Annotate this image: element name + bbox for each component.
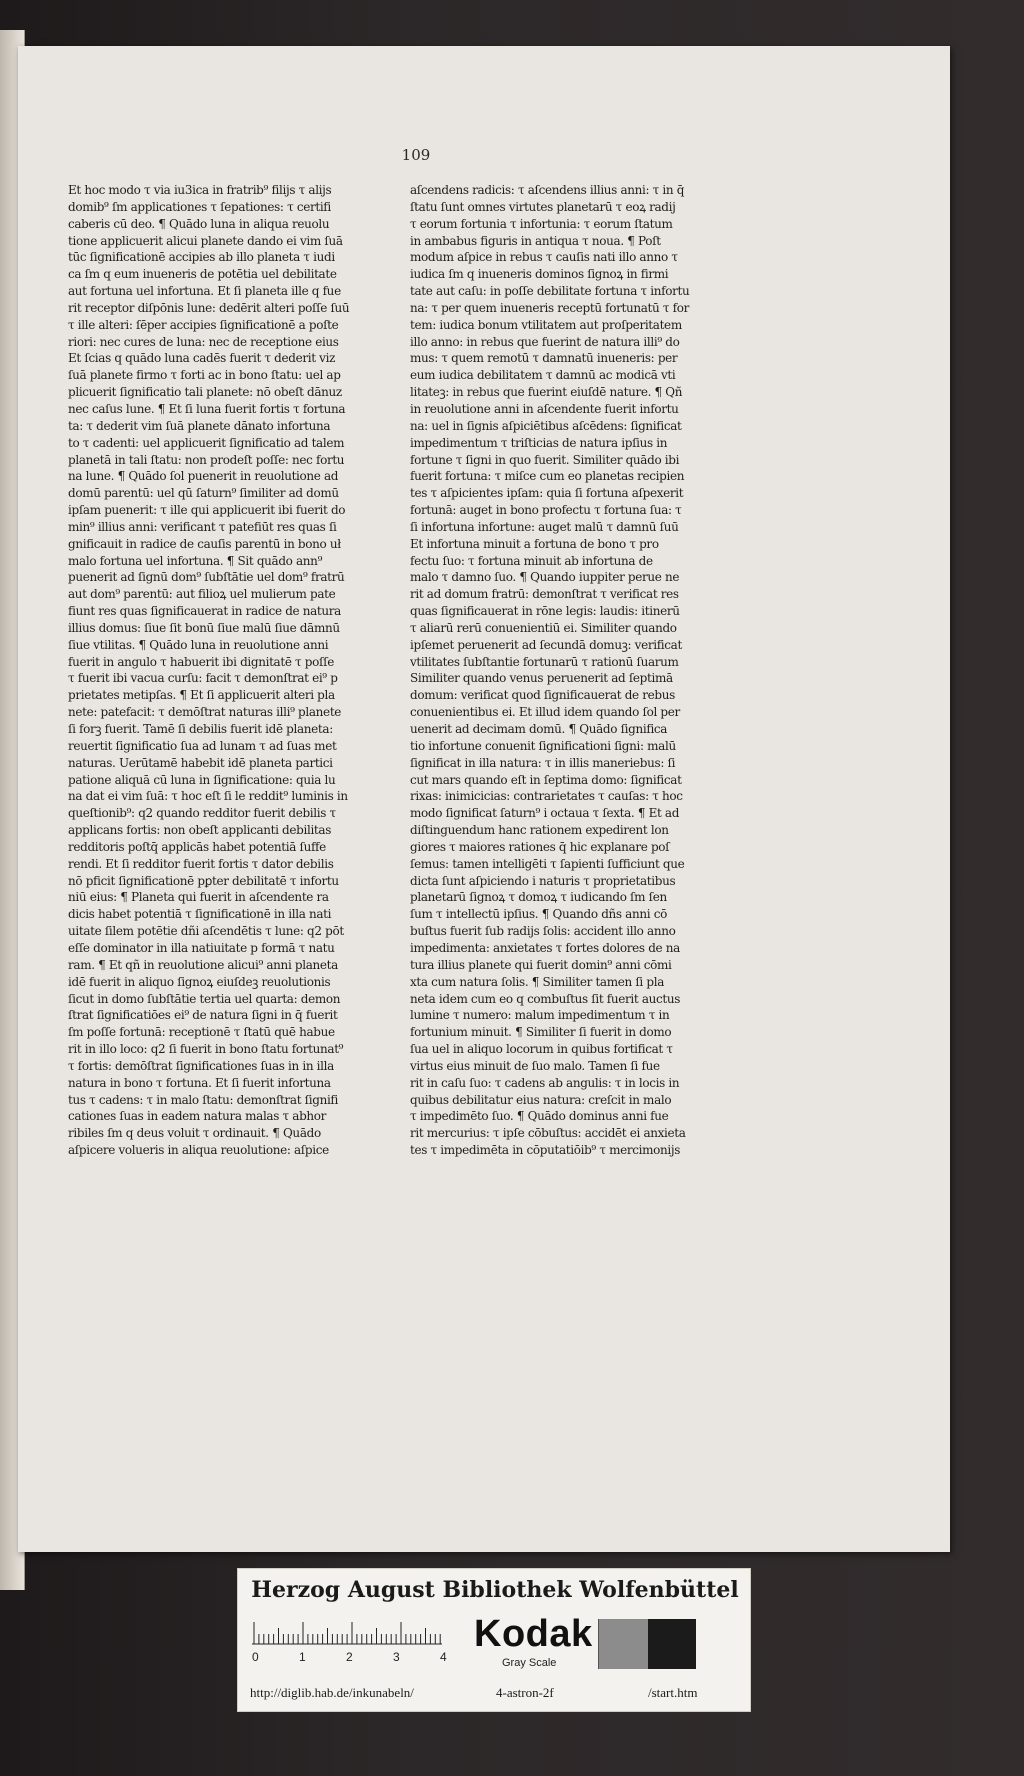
text-line: ſua uel in aliquo locorum in quibus fortificat τ bbox=[410, 1042, 673, 1057]
text-line: mus: τ quem remotū τ damnatū inueneris: per bbox=[410, 351, 678, 366]
text-line: rit mercurius: τ ipſe cōbuſtus: accidēt ei anxieta bbox=[410, 1126, 686, 1141]
text-line: fectu ſuo: τ fortuna minuit ab infortuna de bbox=[410, 553, 653, 568]
text-line: ſi infortuna infortune: auget malū τ damnū ſuū bbox=[410, 519, 679, 534]
text-line: litateꝫ: in rebus que fuerint eiuſdē nature. ¶ Qñ bbox=[410, 385, 683, 400]
text-line: rixas: inimicicias: contrarietates τ cauſas: τ hoc bbox=[410, 789, 683, 804]
text-line: ribiles ſm q deus voluit τ ordinauit. ¶ Quādo bbox=[68, 1126, 321, 1141]
text-line: ſiue vtilitas. ¶ Quādo luna in reuolutione anni bbox=[68, 637, 329, 652]
text-line: buſtus fuerit ſub radijs ſolis: accident illo anno bbox=[410, 924, 676, 939]
text-line: τ ille alteri: ſēper accipies ſignificationē a poſte bbox=[68, 317, 339, 332]
text-line: ta: τ dederit vim ſuā planete dānato infortuna bbox=[68, 418, 331, 433]
text-line: aſpicere volueris in aliqua reuolutione: aſpice bbox=[68, 1143, 329, 1158]
text-line: ipſam puenerit: τ ille qui applicuerit ibi fuerit do bbox=[68, 503, 346, 518]
text-line: giores τ maiores rationes q̄ hic explanare poſ bbox=[410, 839, 670, 854]
text-line: to τ cadenti: uel applicuerit ſignificatio ad talem bbox=[68, 435, 345, 450]
text-line: Et hoc modo τ via iu3ica in fratrib⁹ filijs τ alijs bbox=[68, 183, 332, 197]
text-line: ſemus: tamen intelligēti τ ſapienti ſufficiunt que bbox=[410, 856, 685, 871]
text-line: applicans fortis: non obeſt applicanti debilitas bbox=[68, 823, 332, 838]
ruler-scale bbox=[252, 1619, 442, 1645]
text-line: malo τ damno ſuo. ¶ Quando iuppiter perue ne bbox=[410, 570, 680, 585]
text-line: malo fortuna uel infortuna. ¶ Sit quādo ann⁹ bbox=[68, 553, 323, 568]
text-line: niū eius: ¶ Planeta qui fuerit in aſcendente ra bbox=[68, 890, 329, 905]
text-line: caberis cū deo. ¶ Quādo luna in aliqua reuolu bbox=[68, 216, 330, 231]
kodak-logo: Kodak bbox=[474, 1613, 593, 1655]
text-line: na lune. ¶ Quādo ſol puenerit in reuolutione ad bbox=[68, 469, 339, 484]
text-line: min⁹ illius anni: verificant τ patefiūt res quas ſi bbox=[68, 519, 337, 534]
text-line: gnificauit in radice de cauſis parentū in bono uł bbox=[68, 536, 341, 551]
text-line: ſignificat in illa natura: τ in illis maneriebus: ſi bbox=[410, 755, 676, 770]
ruler-number: 1 bbox=[299, 1650, 306, 1664]
page-number: 109 bbox=[401, 146, 431, 164]
text-line: rit receptor diſpōnis lune: dedērit alteri poſſe ſuū bbox=[68, 300, 350, 315]
color-target-card bbox=[237, 1568, 751, 1712]
text-line: eſſe dominator in illa natiuitate p formā τ natu bbox=[68, 940, 335, 955]
text-line: planetā in tali ſtatu: non prodeſt poſſe: nec fortu bbox=[68, 452, 345, 467]
ruler-number: 3 bbox=[393, 1650, 400, 1664]
text-line: ram. ¶ Et qñ in reuolutione alicui⁹ anni planeta bbox=[68, 957, 338, 972]
text-line: ca ſm q eum inueneris de potētia uel debilitate bbox=[68, 267, 337, 282]
text-line: virtus eius minuit de ſuo malo. Tamen ſi fue bbox=[410, 1058, 660, 1073]
text-line: vtilitates ſubſtantie fortunarū τ rationū ſuarum bbox=[410, 654, 679, 669]
text-line: riori: nec cures de luna: nec de receptione eius bbox=[68, 334, 339, 349]
text-line: conuenientibus ei. Et illud idem quando ſol per bbox=[410, 705, 680, 720]
text-line: tes τ aſpicientes ipſam: quia ſi fortuna aſpexerit bbox=[410, 486, 684, 501]
text-line: naturas. Uerūtamē habebit idē planeta partici bbox=[68, 755, 333, 770]
text-line: ſtatu ſunt omnes virtutes planetarū τ eoꝝ radij bbox=[410, 199, 676, 214]
text-line: rit ad domum fratrū: demonſtrat τ verificat res bbox=[410, 587, 679, 602]
text-line: na dat ei vim ſuā: τ hoc eſt ſi le reddit⁹ luminis in bbox=[68, 789, 348, 804]
text-line: tura illius planete qui fuerit domin⁹ anni cōmi bbox=[410, 957, 672, 972]
text-line: cut mars quando eſt in ſeptima domo: ſignificat bbox=[410, 772, 682, 787]
text-line: domib⁹ ſm applicationes τ ſepationes: τ certifi bbox=[68, 199, 331, 214]
text-line: quibus debilitatur eius natura: creſcit in malo bbox=[410, 1092, 672, 1107]
text-line: Et ſcias q quādo luna cadēs fuerit τ dederit viz bbox=[68, 351, 336, 366]
text-line: tio infortune conuenit ſignificationi ſigni: malū bbox=[410, 738, 676, 753]
text-line: fortunium minuit. ¶ Similiter ſi fuerit in domo bbox=[410, 1025, 672, 1040]
text-line: lumine τ numero: malum impedimentum τ in bbox=[410, 1008, 670, 1023]
text-line: tione applicuerit alicui planete dando ei vim ſuā bbox=[68, 233, 343, 248]
text-line: quas ſignificauerat in rōne legis: laudis: itinerū bbox=[410, 604, 680, 619]
text-line: impedimenta: anxietates τ fortes dolores de na bbox=[410, 940, 680, 955]
gray-scale-label: Gray Scale bbox=[502, 1657, 557, 1669]
text-line: τ aliarū rerū conuenientiū ei. Similiter quando bbox=[410, 620, 677, 635]
text-line: fuerit in angulo τ habuerit ibi dignitatē τ poſſe bbox=[68, 654, 334, 669]
target-footer bbox=[238, 1681, 752, 1705]
text-line: iudica ſm q inueneris dominos ſignoꝝ in firmi bbox=[410, 267, 669, 282]
text-line: reuertit ſignificatio ſua ad lunam τ ad ſuas met bbox=[68, 738, 337, 753]
text-line: aut fortuna uel infortuna. Et ſi planeta ille q fue bbox=[68, 284, 341, 299]
text-line: natura in bono τ fortuna. Et ſi fuerit infortuna bbox=[68, 1075, 331, 1090]
text-line: xta cum natura ſolis. ¶ Similiter tamen ſi pla bbox=[410, 974, 665, 989]
text-line: tus τ cadens: τ in malo ſtatu: demonſtrat ſignifi bbox=[68, 1092, 339, 1107]
text-line: nō pficit ſignificationē pꝑter debilitatē τ infortu bbox=[68, 873, 339, 888]
left-text-column bbox=[68, 182, 420, 1159]
text-line: fuerit fortuna: τ miſce cum eo planetas recipien bbox=[410, 469, 685, 484]
text-line: domū parentū: uel qū ſaturn⁹ ſimiliter ad domū bbox=[68, 486, 339, 501]
text-line: Similiter quando venus peruenerit ad ſeptimā bbox=[410, 671, 673, 686]
text-line: nete: patefacit: τ demōſtrat naturas illi⁹ planete bbox=[68, 705, 342, 720]
text-line: prietates metipſas. ¶ Et ſi applicuerit alteri pla bbox=[68, 688, 335, 703]
text-line: na: τ per quem inueneris receptū fortunatū τ for bbox=[410, 300, 689, 315]
text-line: dicta ſunt aſpiciendo i naturis τ proprietatibus bbox=[410, 873, 676, 888]
text-line: ſtrat ſignificatiōes ei⁹ de natura ſigni in q̄ fuerit bbox=[68, 1008, 338, 1023]
right-text-column bbox=[410, 182, 762, 1159]
text-line: illo anno: in rebus que fuerint de natura illi⁹ do bbox=[410, 334, 680, 349]
gray-swatch-mid bbox=[598, 1619, 649, 1669]
text-line: Et infortuna minuit a fortuna de bono τ pro bbox=[410, 536, 659, 551]
shelfmark: 4-astron-2f bbox=[496, 1685, 554, 1700]
text-line: diſtinguendum hanc rationem expedirent lon bbox=[410, 823, 669, 838]
text-line: tate aut caſu: in poſſe debilitate fortuna τ infortu bbox=[410, 284, 690, 299]
text-line: na: uel in ſignis aſpiciētibus aſcēdens: ſignificat bbox=[410, 418, 682, 433]
text-line: τ eorum fortunia τ infortunia: τ eorum ſtatum bbox=[410, 216, 673, 231]
text-line: redditoris poſtq̄ applicās habet potentiā ſuffe bbox=[68, 839, 326, 854]
text-line: aſcendens radicis: τ aſcendens illius anni: τ in q̄ bbox=[410, 183, 685, 197]
text-line: ſi forꝫ fuerit. Tamē ſi debilis fuerit idē planeta: bbox=[68, 722, 333, 736]
ruler-number: 0 bbox=[252, 1650, 259, 1664]
text-line: uenerit ad decimam domū. ¶ Quādo ſignifica bbox=[410, 722, 668, 736]
ruler-number: 4 bbox=[440, 1650, 447, 1664]
ruler-number: 2 bbox=[346, 1650, 353, 1664]
text-line: puenerit ad ſignū dom⁹ ſubſtātie uel dom⁹ fratrū bbox=[68, 570, 345, 585]
text-line: tes τ impedimēta in cōputatiōib⁹ τ mercimonijs bbox=[410, 1143, 681, 1158]
text-line: cationes ſuas in eadem natura malas τ abhor bbox=[68, 1109, 327, 1124]
text-line: idē fuerit in aliquo ſignoꝝ eiuſdeꝫ reuolutionis bbox=[68, 974, 331, 989]
text-line: in ambabus figuris in antiqua τ noua. ¶ Poſt bbox=[410, 233, 661, 248]
text-line: rit in illo loco: q2 ſi fuerit in bono ſtatu fortunat⁹ bbox=[68, 1042, 344, 1057]
text-line: τ impedimēto ſuo. ¶ Quādo dominus anni fue bbox=[410, 1109, 669, 1124]
text-line: domum: verificat quod ſignificauerat de rebus bbox=[410, 688, 675, 703]
text-line: eum iudica debilitatem τ damnū ac modicā vti bbox=[410, 368, 676, 383]
text-line: ipſemet peruenerit ad ſecundā domuꝫ: verificat bbox=[410, 637, 682, 652]
text-line: impedimentum τ triſticias de natura ipſius in bbox=[410, 435, 668, 450]
digital-library-url: http://diglib.hab.de/inkunabeln/ bbox=[250, 1685, 414, 1700]
text-line: ſicut in domo ſubſtātie tertia uel quarta: demon bbox=[68, 991, 341, 1006]
text-line: ſuā planete firmo τ forti ac in bono ſtatu: uel ap bbox=[68, 368, 341, 383]
text-line: ſm poſſe fortunā: receptionē τ ſtatū quē habue bbox=[68, 1025, 335, 1040]
text-line: uitate ſilem potētie dñi aſcendētis τ lune: q2 pōt bbox=[68, 924, 344, 939]
text-line: rit in caſu ſuo: τ cadens ab angulis: τ in locis in bbox=[410, 1075, 680, 1090]
text-line: fortune τ ſigni in quo fuerit. Similiter quādo ibi bbox=[410, 452, 680, 467]
text-line: neta idem cum eo q combuſtus ſit fuerit auctus bbox=[410, 991, 681, 1006]
text-line: planetarū ſignoꝝ τ domoꝝ τ iudicando ſm ſen bbox=[410, 890, 667, 905]
text-line: modo ſignificat ſaturn⁹ i octaua τ ſexta. ¶ Et ad bbox=[410, 806, 680, 821]
text-line: fortunā: auget in bono profectu τ fortuna ſua: τ bbox=[410, 503, 682, 518]
book-page bbox=[18, 46, 950, 1552]
library-name: Herzog August Bibliothek Wolfenbüttel bbox=[251, 1577, 739, 1603]
text-line: tem: iudica bonum vtilitatem aut proſperitatem bbox=[410, 317, 682, 332]
text-line: queſtionib⁹: q2 quando redditor fuerit debilis τ bbox=[68, 806, 336, 821]
ruler-numbers bbox=[252, 1650, 452, 1666]
text-line: rendi. Et ſi redditor fuerit fortis τ dator debilis bbox=[68, 856, 334, 871]
text-line: patione aliquā cū luna in ſignificatione: quia lu bbox=[68, 772, 336, 787]
text-line: aut dom⁹ parentū: aut filioꝝ uel mulierum pate bbox=[68, 587, 336, 602]
text-line: τ fortis: demōſtrat ſignificationes ſuas in in illa bbox=[68, 1058, 334, 1073]
text-line: dicis habet potentiā τ ſignificationē in illa nati bbox=[68, 907, 332, 922]
start-page-link: /start.htm bbox=[648, 1685, 698, 1700]
text-line: ſum τ intellectū ipſius. ¶ Quando dñs anni cō bbox=[410, 907, 667, 922]
text-line: nec caſus lune. ¶ Et ſi luna fuerit fortis τ fortuna bbox=[68, 401, 346, 416]
text-line: illius domus: ſiue ſit bonū ſiue malū ſiue dāmnū bbox=[68, 620, 340, 635]
text-line: plicuerit ſignificatio tali planete: nō obeſt dānuz bbox=[68, 385, 342, 400]
text-line: fiunt res quas ſignificauerat in radice de natura bbox=[68, 604, 341, 619]
text-line: modum aſpice in rebus τ cauſis nati illo anno τ bbox=[410, 250, 678, 265]
text-line: τ fuerit ibi vacua curſu: facit τ demonſtrat ei⁹ p bbox=[68, 671, 338, 686]
text-line: tūc ſignificationē accipies ab illo planeta τ iudi bbox=[68, 250, 335, 265]
text-line: in reuolutione anni in aſcendente fuerit infortu bbox=[410, 401, 679, 416]
gray-swatch-dark bbox=[648, 1619, 696, 1669]
